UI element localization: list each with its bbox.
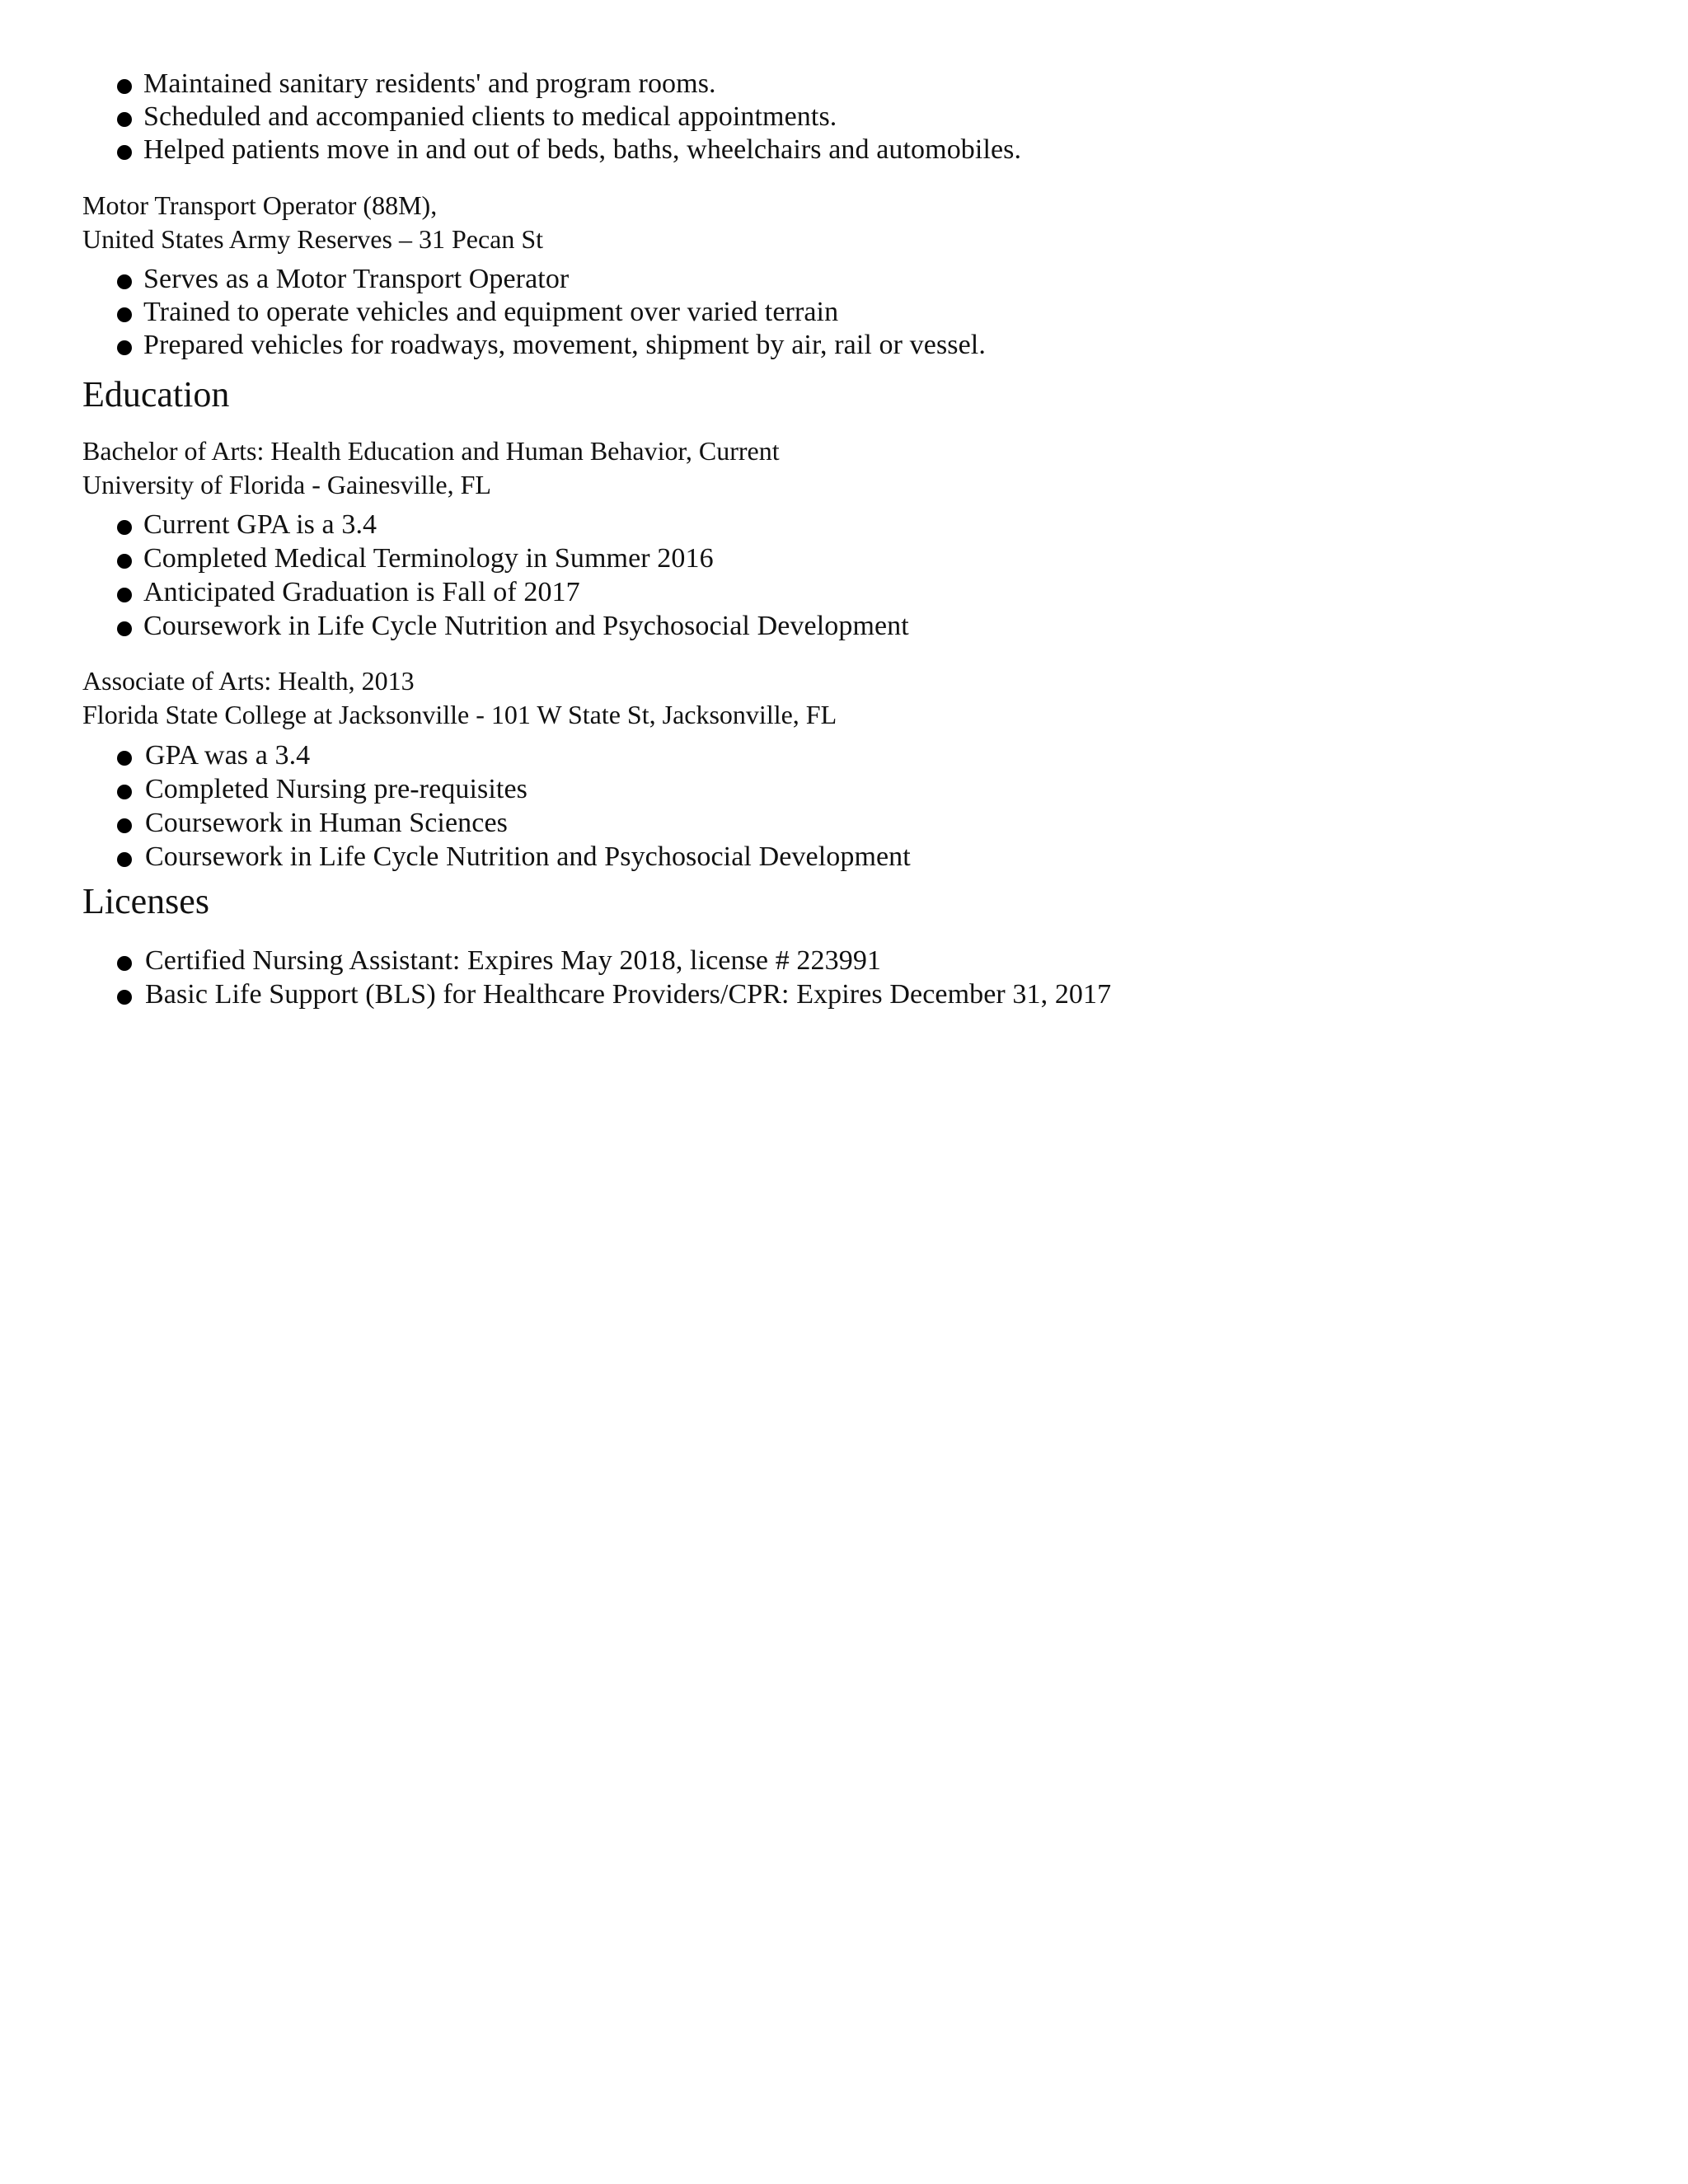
bullet-icon	[117, 588, 132, 602]
bullet-icon	[117, 112, 132, 127]
list-item: Scheduled and accompanied clients to medical appointments.	[143, 101, 837, 132]
education-school-bachelor: University of Florida - Gainesville, FL	[82, 470, 491, 499]
list-item: Prepared vehicles for roadways, movement, shipment by air, rail or vessel.	[143, 330, 986, 360]
list-item: Helped patients move in and out of beds, baths, wheelchairs and automobiles.	[143, 134, 1022, 165]
list-item: Coursework in Human Sciences	[145, 808, 508, 838]
list-item: Maintained sanitary residents' and program rooms.	[143, 68, 716, 99]
list-item: Completed Medical Terminology in Summer 2016	[143, 543, 714, 574]
bullet-icon	[117, 340, 132, 355]
list-item: Current GPA is a 3.4	[143, 509, 377, 540]
list-item: Coursework in Life Cycle Nutrition and Psychosocial Development	[143, 611, 909, 641]
job-employer: United States Army Reserves – 31 Pecan St	[82, 224, 544, 254]
list-item: Coursework in Life Cycle Nutrition and Psychosocial Development	[145, 841, 911, 872]
education-degree-bachelor: Bachelor of Arts: Health Education and Human Behavior, Current	[82, 436, 780, 466]
bullet-icon	[117, 956, 132, 971]
list-item: Serves as a Motor Transport Operator	[143, 264, 570, 294]
list-item: Completed Nursing pre-requisites	[145, 774, 528, 804]
bullet-icon	[117, 852, 132, 867]
list-item: GPA was a 3.4	[145, 740, 311, 771]
bullet-icon	[117, 145, 132, 160]
bullet-icon	[117, 785, 132, 799]
list-item: Trained to operate vehicles and equipment over varied terrain	[143, 297, 839, 327]
bullet-icon	[117, 79, 132, 94]
bullet-icon	[117, 554, 132, 569]
list-item: Basic Life Support (BLS) for Healthcare Providers/CPR: Expires December 31, 2017	[145, 979, 1112, 1010]
section-heading-licenses: Licenses	[82, 881, 209, 921]
education-school-associate: Florida State College at Jacksonville - 101 W State St, Jacksonville, FL	[82, 700, 837, 729]
education-degree-associate: Associate of Arts: Health, 2013	[82, 666, 415, 696]
bullet-icon	[117, 990, 132, 1005]
bullet-icon	[117, 751, 132, 766]
list-item: Certified Nursing Assistant: Expires May 2018, license # 223991	[145, 945, 882, 976]
bullet-icon	[117, 274, 132, 289]
bullet-icon	[117, 520, 132, 535]
section-heading-education: Education	[82, 374, 230, 415]
job-title: Motor Transport Operator (88M),	[82, 190, 438, 220]
bullet-icon	[117, 307, 132, 322]
list-item: Anticipated Graduation is Fall of 2017	[143, 577, 580, 607]
bullet-icon	[117, 621, 132, 636]
bullet-icon	[117, 818, 132, 833]
